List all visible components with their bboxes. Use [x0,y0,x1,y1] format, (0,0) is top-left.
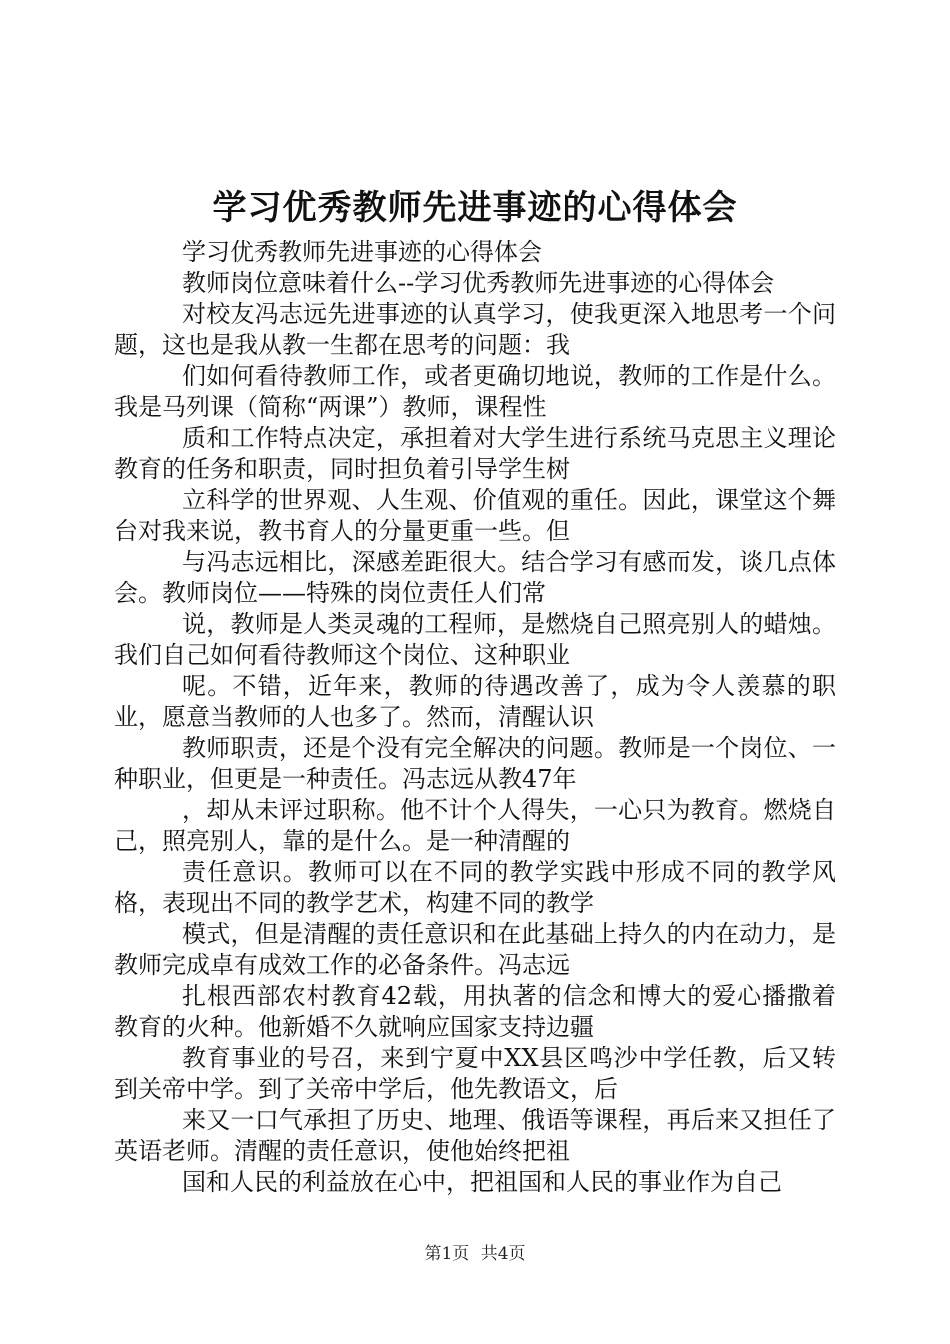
paragraph: 教师岗位意味着什么--学习优秀教师先进事迹的心得体会 [182,269,775,297]
paragraph: 国和人民的利益放在心中，把祖国和人民的事业作为自己 [182,1168,782,1196]
document-body [114,237,836,1198]
paragraph: 呢。不错，近年来，教师的待遇改善了，成为令人羡慕的职业，愿意当教师的人也多了。然而，清醒认识 [114,672,836,731]
document-title: 学习优秀教师先进事迹的心得体会 [212,188,738,228]
paragraph: 扎根西部农村教育42载，用执著的信念和博大的爱心播撒着教育的火种。他新婚不久就响应国家支持边疆 [114,982,836,1041]
paragraph: ，却从未评过职称。他不计个人得失，一心只为教育。燃烧自己，照亮别人，靠的是什么。是一种清醒的 [114,796,836,855]
paragraph: 模式，但是清醒的责任意识和在此基础上持久的内在动力，是教师完成卓有成效工作的必备条件。冯志远 [114,920,836,979]
paragraph: 们如何看待教师工作，或者更确切地说，教师的工作是什么。我是马列课（简称“两课”）教师，课程性 [114,362,836,421]
page-total: 共4页 [480,1244,526,1264]
paragraph: 教师职责，还是个没有完全解决的问题。教师是一个岗位、一种职业，但更是一种责任。冯志远从教47年 [114,734,836,793]
page-number: 第1页 [424,1244,470,1264]
paragraph: 教育事业的号召，来到宁夏中XX县区鸣沙中学任教，后又转到关帝中学。到了关帝中学后，他先教语文，后 [114,1044,836,1103]
page-footer [0,1242,950,1266]
paragraph: 质和工作特点决定，承担着对大学生进行系统马克思主义理论教育的任务和职责，同时担负着引导学生树 [114,424,836,483]
paragraph: 与冯志远相比，深感差距很大。结合学习有感而发，谈几点体会。教师岗位——特殊的岗位责任人们常 [114,548,836,607]
paragraph: 学习优秀教师先进事迹的心得体会 [182,238,542,266]
paragraph: 来又一口气承担了历史、地理、俄语等课程，再后来又担任了英语老师。清醒的责任意识，使他始终把祖 [114,1106,836,1165]
paragraph: 说，教师是人类灵魂的工程师，是燃烧自己照亮别人的蜡烛。我们自己如何看待教师这个岗位、这种职业 [114,610,836,669]
paragraph: 对校友冯志远先进事迹的认真学习，使我更深入地思考一个问题，这也是我从教一生都在思考的问题：我 [114,300,836,359]
paragraph: 立科学的世界观、人生观、价值观的重任。因此，课堂这个舞台对我来说，教书育人的分量更重一些。但 [114,486,836,545]
paragraph: 责任意识。教师可以在不同的教学实践中形成不同的教学风格，表现出不同的教学艺术，构建不同的教学 [114,858,836,917]
